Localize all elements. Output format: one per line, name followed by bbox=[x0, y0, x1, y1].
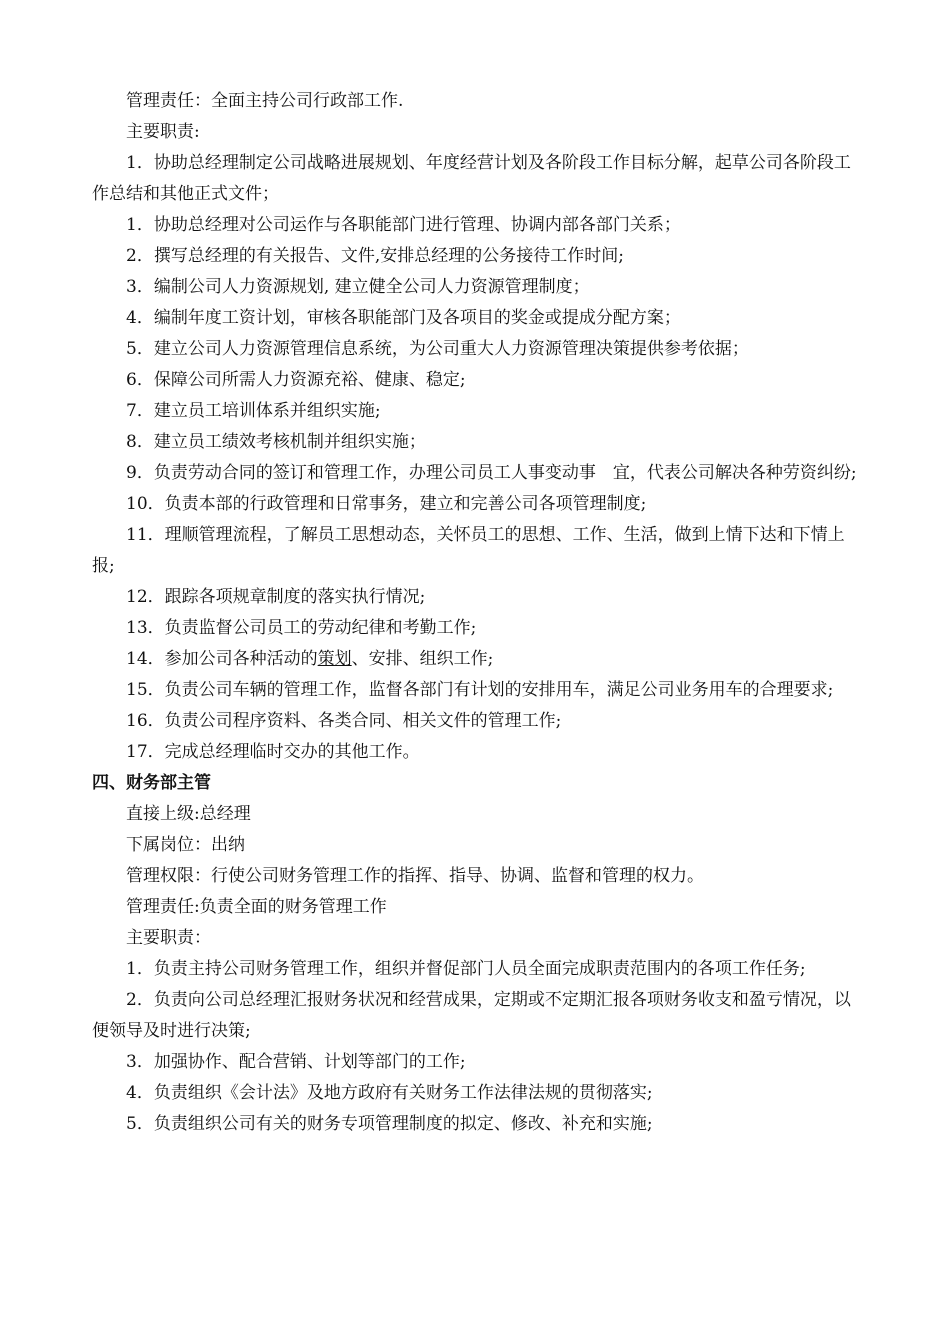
admin-duty-item: 12．跟踪各项规章制度的落实执行情况; bbox=[126, 587, 426, 607]
finance-authority: 管理权限：行使公司财务管理工作的指挥、指导、协调、监督和管理的权力。 bbox=[126, 866, 704, 886]
admin-duty-item: 5．建立公司人力资源管理信息系统，为公司重大人力资源管理决策提供参考依据； bbox=[126, 339, 749, 359]
finance-section-heading: 四、财务部主管 bbox=[92, 773, 211, 793]
admin-duty-item: 4．编制年度工资计划，审核各职能部门及各项目的奖金或提成分配方案； bbox=[126, 308, 681, 328]
admin-mgmt-responsibility: 管理责任：全面主持公司行政部工作. bbox=[126, 91, 404, 111]
admin-duty-item: 2．撰写总经理的有关报告、文件,安排总经理的公务接待工作时间; bbox=[126, 246, 624, 266]
admin-duty-item: 10．负责本部的行政管理和日常事务，建立和完善公司各项管理制度; bbox=[126, 494, 647, 514]
finance-responsibility: 管理责任:负责全面的财务管理工作 bbox=[126, 897, 387, 917]
admin-duty-item: 1．协助总经理对公司运作与各职能部门进行管理、协调内部各部门关系； bbox=[126, 215, 681, 235]
duty-14-underlined-term: 策划 bbox=[317, 649, 352, 669]
duty-14-text-before: 14．参加公司各种活动的 bbox=[126, 649, 318, 669]
admin-duty-item: 17．完成总经理临时交办的其他工作。 bbox=[126, 742, 420, 762]
finance-duty-item: 5．负责组织公司有关的财务专项管理制度的拟定、修改、补充和实施; bbox=[126, 1114, 653, 1134]
admin-duty-item: 1．协助总经理制定公司战略进展规划、年度经营计划及各阶段工作目标分解，起草公司各阶段工作总结和其他正式文件； bbox=[92, 153, 851, 204]
admin-duty-item: 16．负责公司程序资料、各类合同、相关文件的管理工作; bbox=[126, 711, 562, 731]
admin-duty-item: 8．建立员工绩效考核机制并组织实施； bbox=[126, 432, 426, 452]
finance-duty-item: 1．负责主持公司财务管理工作，组织并督促部门人员全面完成职责范围内的各项工作任务; bbox=[126, 959, 806, 979]
admin-duties-title: 主要职责: bbox=[126, 122, 200, 142]
admin-duty-item: 11．理顺管理流程，了解员工思想动态，关怀员工的思想、工作、生活，做到上情下达和下情上报; bbox=[92, 525, 845, 576]
admin-duty-item: 7．建立员工培训体系并组织实施; bbox=[126, 401, 381, 421]
admin-duty-item-14 bbox=[92, 644, 858, 675]
admin-duty-item: 9．负责劳动合同的签订和管理工作，办理公司员工人事变动事 宜，代表公司解决各种劳资纠纷; bbox=[126, 463, 857, 483]
finance-subordinate: 下属岗位：出纳 bbox=[126, 835, 245, 855]
admin-duty-item: 3．编制公司人力资源规划, 建立健全公司人力资源管理制度； bbox=[126, 277, 590, 297]
finance-duties-title: 主要职责： bbox=[126, 928, 211, 948]
duty-14-text-after: 、安排、组织工作; bbox=[351, 649, 494, 669]
finance-superior: 直接上级:总经理 bbox=[126, 804, 251, 824]
admin-duty-item: 15．负责公司车辆的管理工作，监督各部门有计划的安排用车，满足公司业务用车的合理要求; bbox=[126, 680, 834, 700]
admin-duty-item: 6．保障公司所需人力资源充裕、健康、稳定; bbox=[126, 370, 466, 390]
finance-duty-item: 2．负责向公司总经理汇报财务状况和经营成果，定期或不定期汇报各项财务收支和盈亏情况，以便领导及时进行决策; bbox=[92, 990, 851, 1041]
finance-duty-item: 4．负责组织《会计法》及地方政府有关财务工作法律法规的贯彻落实; bbox=[126, 1083, 653, 1103]
admin-duty-item: 13．负责监督公司员工的劳动纪律和考勤工作; bbox=[126, 618, 477, 638]
finance-duty-item: 3．加强协作、配合营销、计划等部门的工作; bbox=[126, 1052, 466, 1072]
